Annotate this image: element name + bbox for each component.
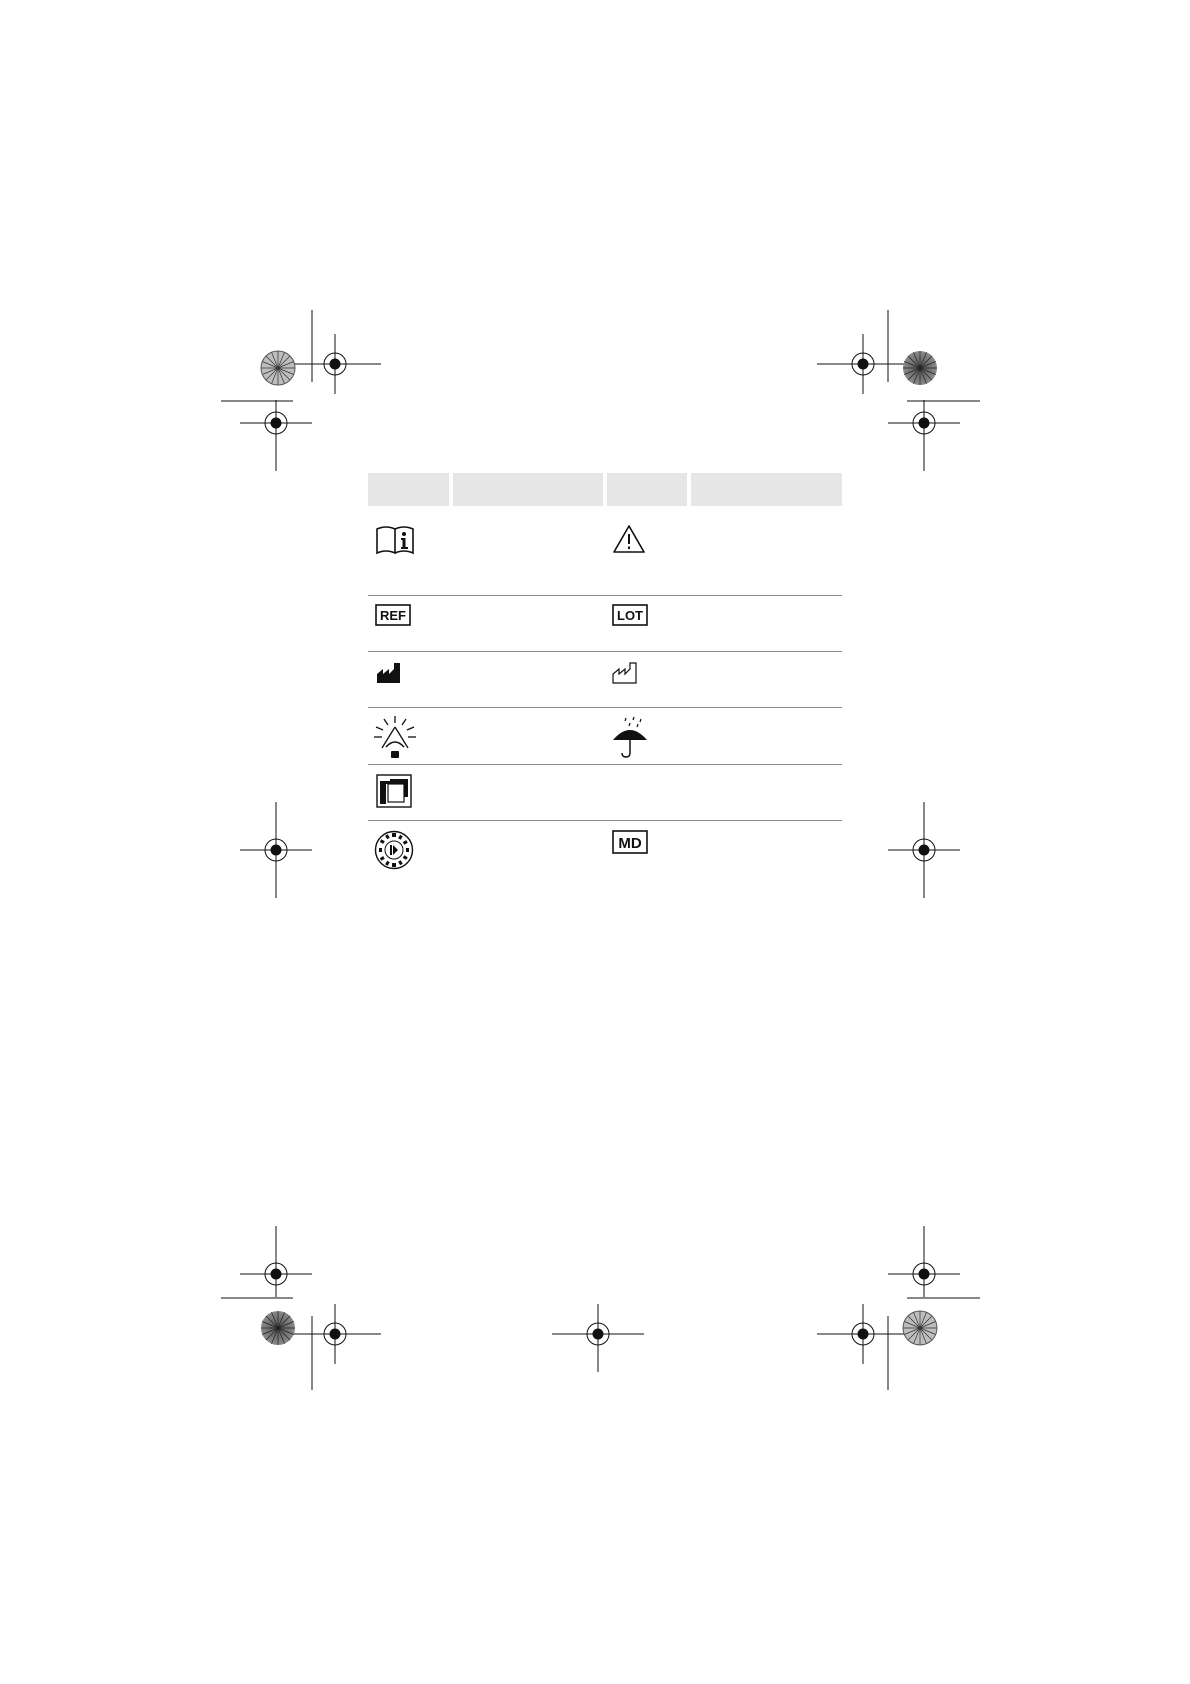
keep-away-from-sunlight-icon — [373, 715, 417, 759]
medical-device-icon — [612, 830, 648, 854]
date-of-manufacture-icon — [612, 662, 638, 684]
symbols-table — [368, 473, 842, 891]
header-cell-3 — [607, 473, 687, 506]
table-row — [368, 821, 842, 891]
header-cell-1 — [368, 473, 449, 506]
keep-dry-icon — [611, 716, 649, 758]
md-label: MD — [618, 835, 642, 852]
header-cell-2 — [453, 473, 603, 506]
date-dial-icon — [374, 830, 414, 870]
header-cell-4 — [691, 473, 842, 506]
manufacturer-icon — [376, 662, 402, 684]
caution-icon — [612, 524, 646, 554]
table-row — [368, 708, 842, 765]
serial-package-icon — [376, 774, 412, 808]
table-row — [368, 652, 842, 708]
catalogue-number-icon — [375, 604, 411, 626]
table-header — [368, 473, 842, 506]
table-row — [368, 514, 842, 596]
table-row — [368, 596, 842, 652]
table-row — [368, 765, 842, 821]
batch-code-icon — [612, 604, 648, 626]
consult-instructions-icon — [375, 525, 415, 555]
ref-label: REF — [380, 608, 406, 623]
lot-label: LOT — [617, 608, 643, 623]
